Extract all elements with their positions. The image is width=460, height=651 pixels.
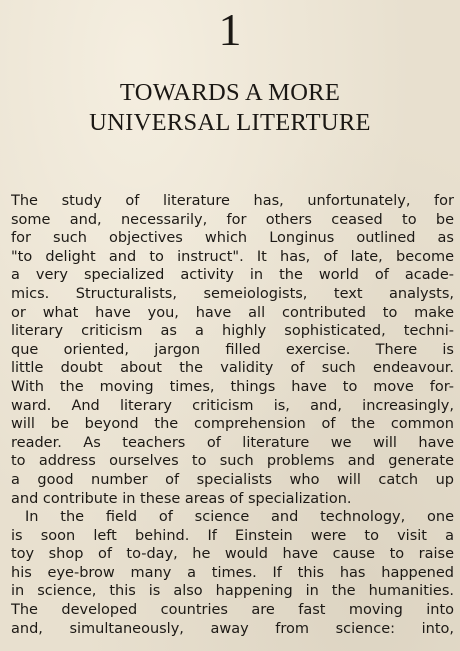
text-line: "to delight and to instruct". It has, of late, become [11, 248, 454, 265]
text-line: The study of literature has, unfortunately, for [11, 193, 454, 209]
text-line: or what have you, have all contributed to make [11, 304, 454, 321]
text-line: for such objectives which Longinus outlined as [11, 230, 454, 247]
text-line: With the moving times, things have to move for- [11, 378, 454, 395]
text-line: que oriented, jargon filled exercise. There is [11, 341, 454, 358]
text-line: some and, necessarily, for others ceased to be [11, 211, 454, 228]
text-line: literary criticism as a highly sophisticated, techni- [11, 323, 454, 340]
text-line: little doubt about the validity of such endeavour. [11, 360, 454, 377]
chapter-number: 1 [218, 4, 242, 55]
text-line: to address ourselves to such problems and generate [11, 453, 454, 470]
text-line: ward. And literary criticism is, and, increasingly, [11, 397, 454, 414]
text-line: reader. As teachers of literature we will have [11, 434, 454, 451]
chapter-title-line-1: TOWARDS A MORE [119, 79, 341, 106]
text-line: will be beyond the comprehension of the common [11, 416, 454, 433]
text-line: toy shop of to-day, he would have cause to raise [11, 546, 454, 563]
chapter-title-line-2: UNIVERSAL LITERTURE [89, 109, 371, 136]
text-line: is soon left behind. If Einstein were to visit a [11, 527, 454, 544]
body-text [11, 192, 454, 638]
chapter-title [0, 78, 460, 138]
text-line: in science, this is also happening in the humanities. [11, 583, 454, 600]
text-line: The developed countries are fast moving into [11, 602, 454, 619]
text-line: his eye-brow many a times. If this has happened [11, 564, 454, 581]
text-line: and contribute in these areas of specialization. [11, 490, 352, 507]
text-line: mics. Structuralists, semeiologists, text analysts, [11, 285, 454, 302]
text-line: a good number of specialists who will catch up [11, 471, 454, 488]
text-line: and, simultaneously, away from science: into, [11, 620, 454, 637]
text-line: In the field of science and technology, one [25, 509, 454, 526]
text-line: a very specialized activity in the world of acade- [11, 267, 454, 284]
